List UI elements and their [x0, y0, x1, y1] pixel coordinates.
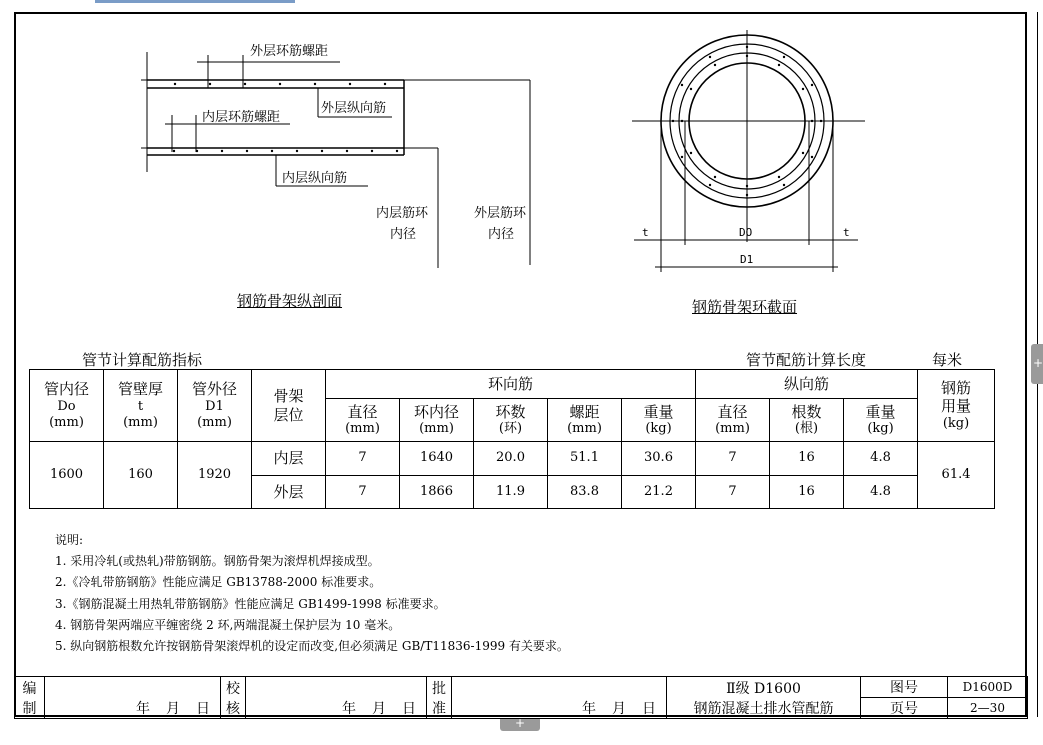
cell-value: 16 — [770, 442, 844, 476]
note-item: 4. 钢筋骨架两端应平缠密绕 2 环,两端混凝土保护层为 10 毫米。 — [55, 617, 401, 632]
cell-value: 7 — [696, 476, 770, 509]
approve-label: 批 准 — [427, 677, 452, 719]
cell-inner-diameter: 1600 — [30, 442, 104, 509]
inner-longitudinal-label: 内层纵向筋 — [282, 171, 348, 186]
cell-value: 4.8 — [844, 476, 918, 509]
header-long-diameter: 直径 (mm) — [696, 399, 770, 442]
longitudinal-section — [141, 52, 530, 268]
header-outer-diameter: 管外径 D1 (mm) — [178, 370, 252, 442]
check-label: 校 核 — [221, 677, 246, 719]
notes — [55, 530, 569, 657]
outer-longitudinal-label: 外层纵向筋 — [321, 101, 387, 116]
cell-layer: 外层 — [252, 476, 326, 509]
title-block — [14, 676, 1028, 719]
inner-ring-diameter-label-2: 内径 — [390, 227, 417, 242]
note-item: 3.《钢筋混凝土用热轧带筋钢筋》性能应满足 GB1499-1998 标准要求。 — [55, 596, 446, 611]
cell-value: 30.6 — [622, 442, 696, 476]
ring-d1-label: D1 — [740, 253, 754, 266]
approve-date: 年 月 日 — [452, 677, 667, 719]
cell-value: 51.1 — [548, 442, 622, 476]
cell-value: 11.9 — [474, 476, 548, 509]
header-long-weight: 重量 (kg) — [844, 399, 918, 442]
cell-value: 7 — [326, 476, 400, 509]
cell-wall-thickness: 160 — [104, 442, 178, 509]
cell-steel-usage: 61.4 — [918, 442, 995, 509]
cell-value: 83.8 — [548, 476, 622, 509]
cell-value: 21.2 — [622, 476, 696, 509]
header-ring-diameter: 直径 (mm) — [326, 399, 400, 442]
page-label: 页号 — [861, 698, 948, 719]
plus-icon: + — [515, 716, 526, 730]
header-long-count: 根数 (根) — [770, 399, 844, 442]
cell-value: 1640 — [400, 442, 474, 476]
outer-ring-pitch-label: 外层环筋螺距 — [250, 44, 329, 59]
header-ring-group: 环向筋 — [326, 370, 696, 399]
header-wall-thickness: 管壁厚 t (mm) — [104, 370, 178, 442]
outer-ring-diameter-label: 外层筋环 — [474, 206, 527, 221]
cell-value: 16 — [770, 476, 844, 509]
header-inner-diameter: 管内径 Do (mm) — [30, 370, 104, 442]
header-layer: 骨架 层位 — [252, 370, 326, 442]
ring-d0-label: DO — [739, 226, 753, 239]
ring-t-left-label: t — [642, 226, 649, 239]
cell-value: 1866 — [400, 476, 474, 509]
note-item: 2.《冷轧带筋钢筋》性能应满足 GB13788-2000 标准要求。 — [55, 575, 382, 590]
cell-outer-diameter: 1920 — [178, 442, 252, 509]
cell-value: 7 — [696, 442, 770, 476]
header-ring-count: 环数 (环) — [474, 399, 548, 442]
table-row — [30, 442, 995, 476]
table-left-title: 管节计算配筋指标 — [82, 351, 203, 369]
header-long-group: 纵向筋 — [696, 370, 918, 399]
header-ring-pitch: 螺距 (mm) — [548, 399, 622, 442]
cell-layer: 内层 — [252, 442, 326, 476]
page-no: 2—30 — [948, 698, 1028, 719]
inner-ring-pitch-label: 内层环筋螺距 — [202, 110, 281, 125]
check-date: 年 月 日 — [246, 677, 427, 719]
note-item: 1. 采用冷轧(或热轧)带筋钢筋。钢筋骨架为滚焊机焊接成型。 — [55, 554, 380, 569]
drawing-no-label: 图号 — [861, 677, 948, 698]
notes-heading: 说明: — [55, 533, 84, 547]
cell-value: 20.0 — [474, 442, 548, 476]
reinforcement-table — [29, 369, 995, 509]
compile-date: 年 月 日 — [45, 677, 221, 719]
drawing-title: Ⅱ级 D1600 钢筋混凝土排水管配筋 — [667, 677, 861, 719]
cell-value: 4.8 — [844, 442, 918, 476]
note-item: 5. 纵向钢筋根数允许按钢筋骨架滚焊机的设定而改变,但必须满足 GB/T11836-1999 有关要求。 — [55, 639, 569, 654]
longitudinal-caption: 钢筋骨架纵剖面 — [237, 292, 343, 310]
ring-t-right-label: t — [843, 226, 850, 239]
table-right-title: 管节配筋计算长度 — [746, 351, 867, 369]
plus-icon: + — [1033, 356, 1043, 370]
header-ring-inner-diameter: 环内径 (mm) — [400, 399, 474, 442]
header-steel-usage: 钢筋 用量 (kg) — [918, 370, 995, 442]
outer-ring-diameter-label-2: 内径 — [488, 227, 515, 242]
compile-label: 编 制 — [15, 677, 45, 719]
ring-caption: 钢筋骨架环截面 — [692, 298, 798, 316]
header-ring-weight: 重量 (kg) — [622, 399, 696, 442]
per-meter-label: 每米 — [932, 351, 963, 369]
drawing-no: D1600D — [948, 677, 1028, 698]
inner-ring-diameter-label: 内层筋环 — [376, 206, 429, 221]
cell-value: 7 — [326, 442, 400, 476]
